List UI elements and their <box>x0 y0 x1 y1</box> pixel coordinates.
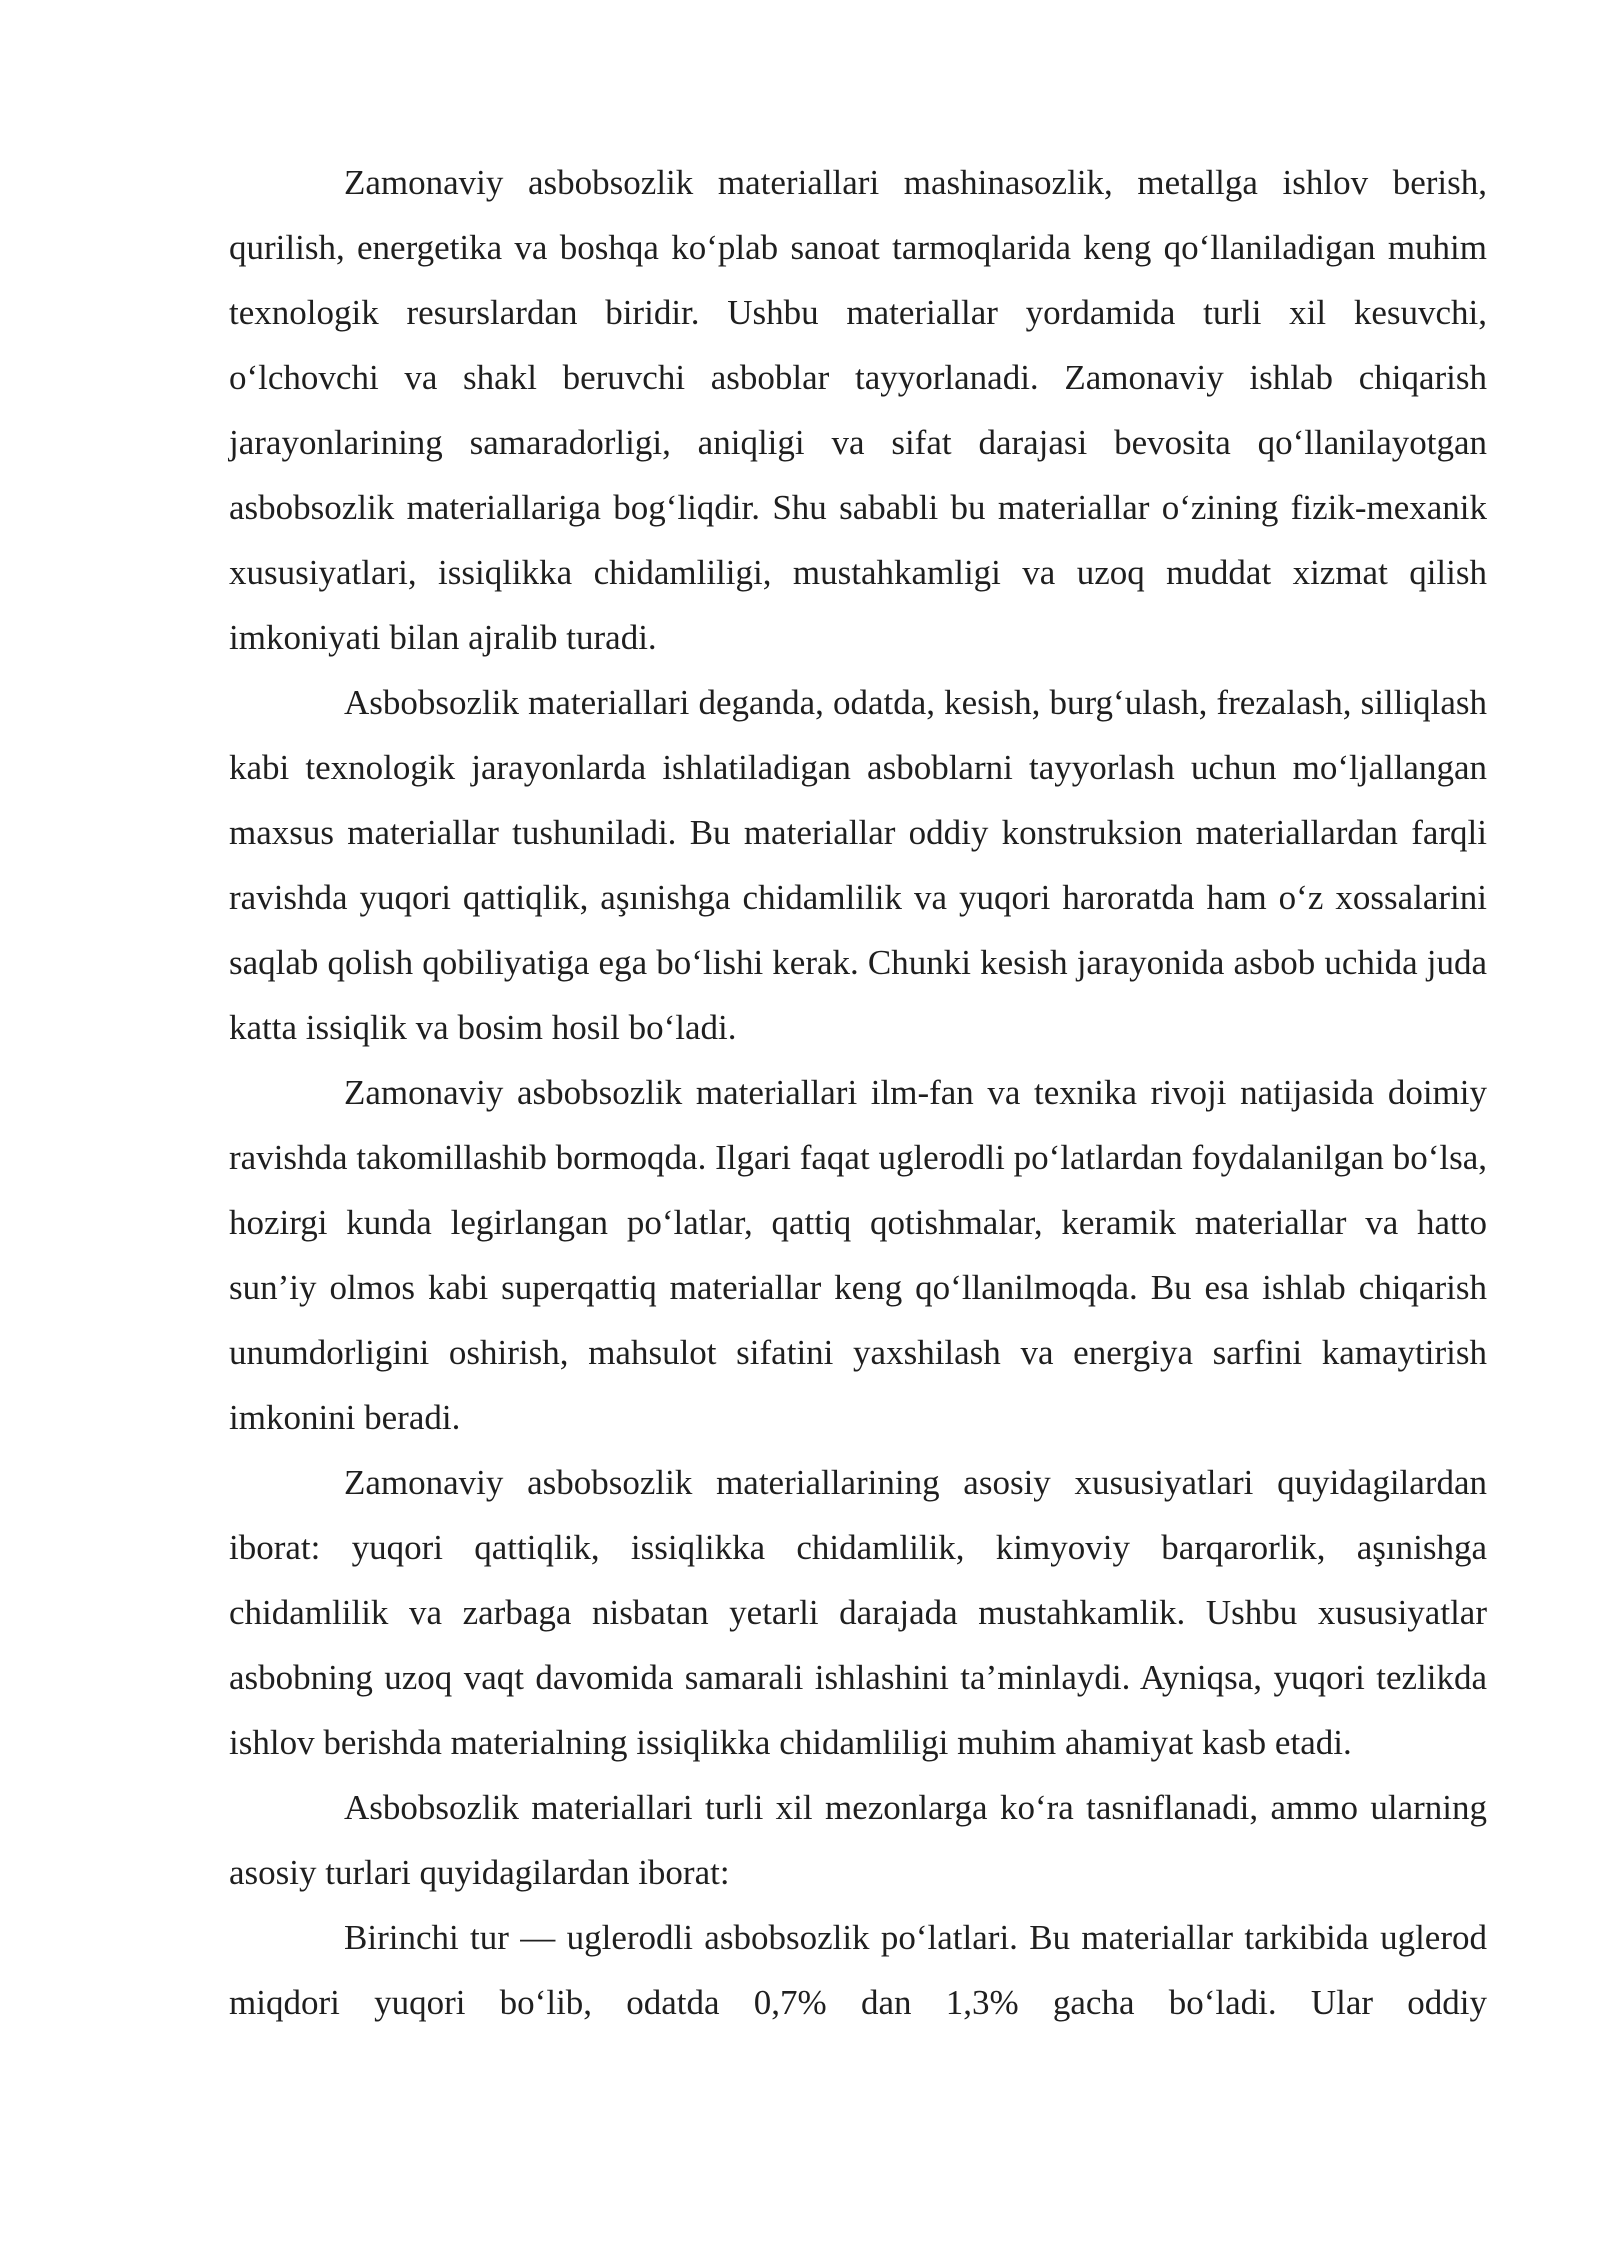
paragraph-1: Zamonaviy asbobsozlik materiallari mashinasozlik, metallga ishlov berish, qurilish, energetika va boshqa ko‘plab sanoat tarmoqlarida keng qo‘llaniladigan muhim texnologik resurslardan biridir. Ushbu materiallar yordamida turli xil kesuvchi, o‘lchovchi va shakl beruvchi asboblar tayyorlanadi. Zamonaviy ishlab chiqarish jarayonlarining samaradorligi, aniqligi va sifat darajasi bevosita qo‘llanilayotgan asbobsozlik materiallariga bog‘liqdir. Shu sababli bu materiallar o‘zining fizik-mexanik xususiyatlari, issiqlikka chidamliligi, mustahkamligi va uzoq muddat xizmat qilish imkoniyati bilan ajralib turadi. <box>229 163 1487 657</box>
paragraph-4: Zamonaviy asbobsozlik materiallarining asosiy xususiyatlari quyidagilardan iborat: yuqori qattiqlik, issiqlikka chidamlilik, kimyoviy barqarorlik, aşınishga chidamlilik va zarbaga nisbatan yetarli darajada mustahkamlik. Ushbu xususiyatlar asbobning uzoq vaqt davomida samarali ishlashini ta’minlaydi. Ayniqsa, yuqori tezlikda ishlov berishda materialning issiqlikka chidamliligi muhim ahamiyat kasb etadi. <box>229 1463 1487 1762</box>
paragraph-6: Birinchi tur — uglerodli asbobsozlik po‘latlari. Bu materiallar tarkibida uglerod miqdori yuqori bo‘lib, odatda 0,7% dan 1,3% gacha bo‘ladi. Ular oddiy <box>229 1918 1487 2022</box>
paragraph-5: Asbobsozlik materiallari turli xil mezonlarga ko‘ra tasniflanadi, ammo ularning asosiy turlari quyidagilardan iborat: <box>229 1788 1487 1892</box>
paragraph-2: Asbobsozlik materiallari deganda, odatda, kesish, burg‘ulash, frezalash, silliqlash kabi texnologik jarayonlarda ishlatiladigan asboblarni tayyorlash uchun mo‘ljallangan maxsus materiallar tushuniladi. Bu materiallar oddiy konstruksion materiallardan farqli ravishda yuqori qattiqlik, aşınishga chidamlilik va yuqori haroratda ham o‘z xossalarini saqlab qolish qobiliyatiga ega bo‘lishi kerak. Chunki kesish jarayonida asbob uchida juda katta issiqlik va bosim hosil bo‘ladi. <box>229 683 1487 1047</box>
paragraph-3: Zamonaviy asbobsozlik materiallari ilm-fan va texnika rivoji natijasida doimiy ravishda takomillashib bormoqda. Ilgari faqat uglerodli po‘latlardan foydalanilgan bo‘lsa, hozirgi kunda legirlangan po‘latlar, qattiq qotishmalar, keramik materiallar va hatto sun’iy olmos kabi superqattiq materiallar keng qo‘llanilmoqda. Bu esa ishlab chiqarish unumdorligini oshirish, mahsulot sifatini yaxshilash va energiya sarfini kamaytirish imkonini beradi. <box>229 1073 1487 1437</box>
document-body <box>229 150 1487 2035</box>
